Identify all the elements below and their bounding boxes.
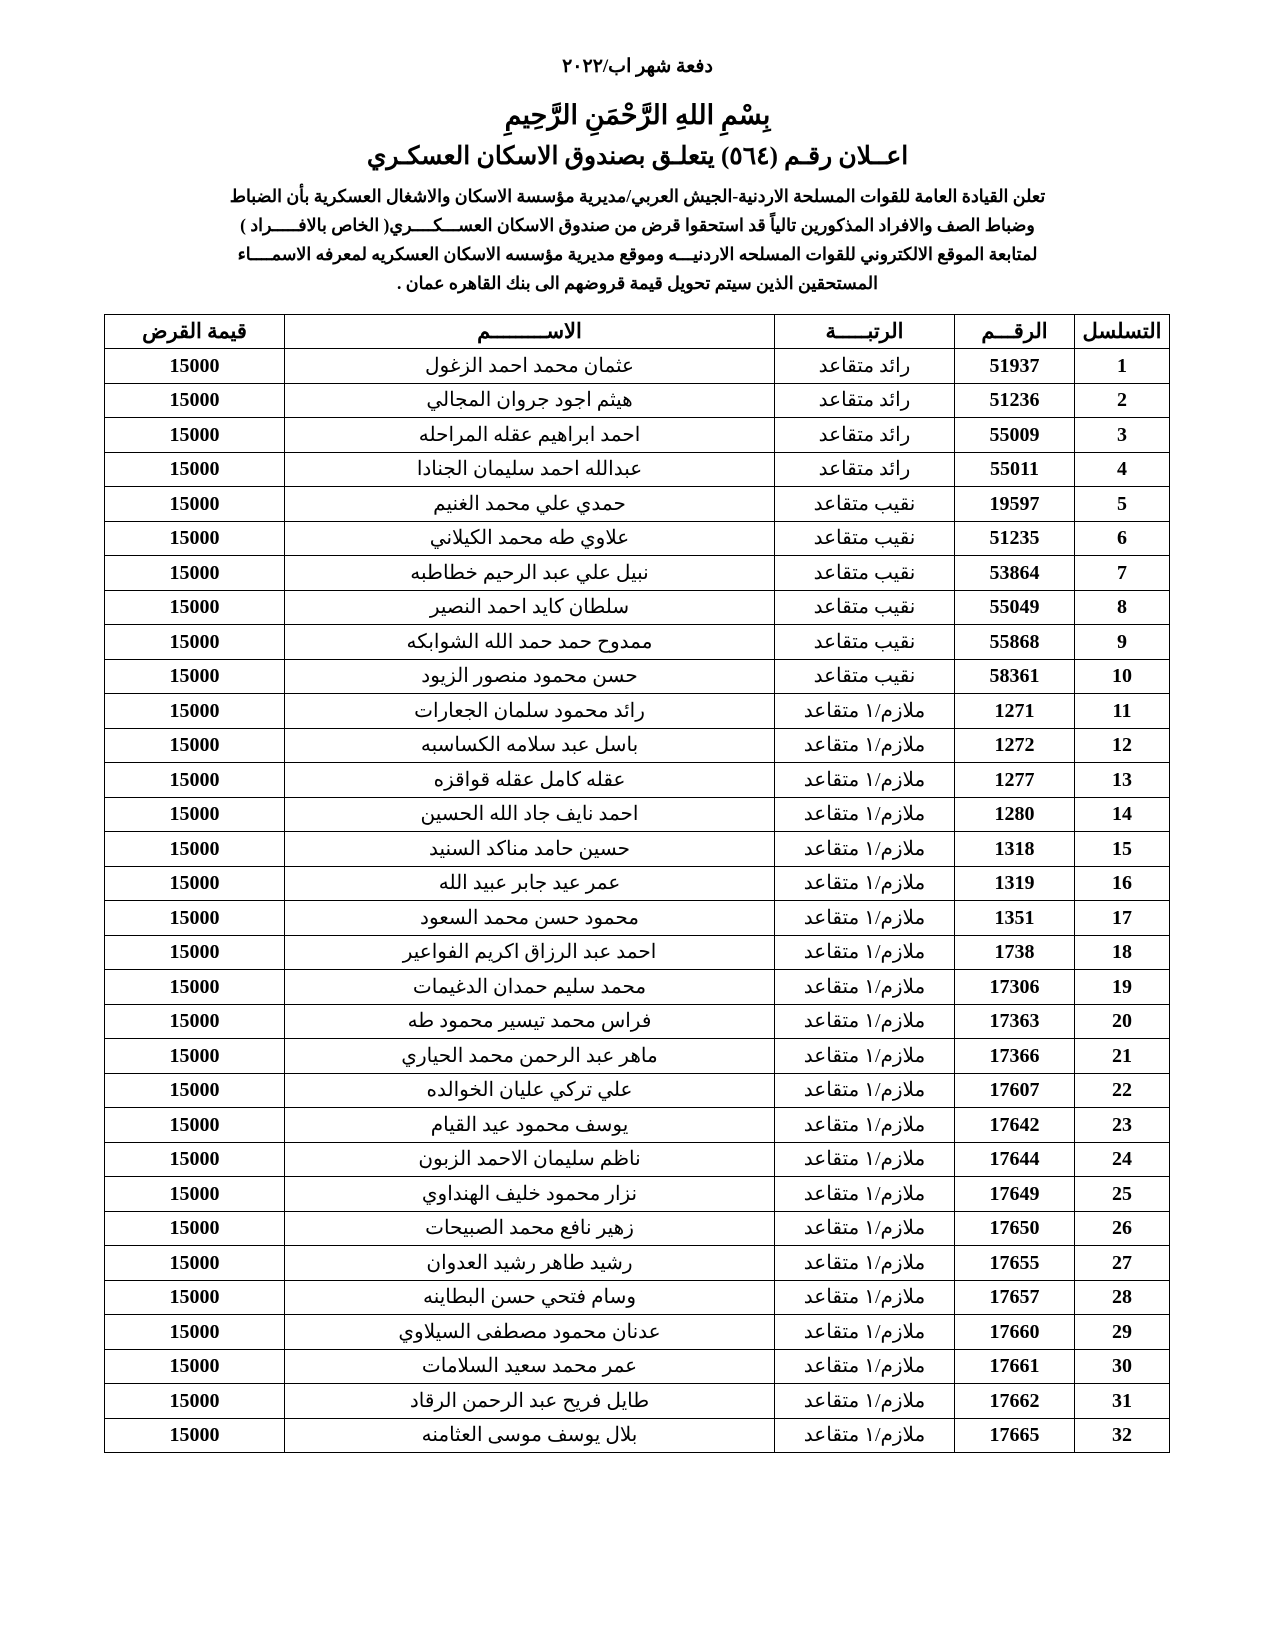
cell-serial: 14	[1075, 797, 1170, 832]
cell-serial: 5	[1075, 487, 1170, 522]
cell-name: عمر عيد جابر عبيد الله	[285, 866, 775, 901]
cell-loan: 15000	[105, 1418, 285, 1453]
table-row	[105, 625, 1170, 660]
cell-serial: 18	[1075, 935, 1170, 970]
cell-rank: ملازم/١ متقاعد	[775, 1004, 955, 1039]
cell-name: احمد عبد الرزاق اكريم الفواعير	[285, 935, 775, 970]
issue-date: دفعة شهر اب/٢٠٢٢	[562, 56, 713, 77]
cell-loan: 15000	[105, 521, 285, 556]
cell-loan: 15000	[105, 1177, 285, 1212]
table-row	[105, 1280, 1170, 1315]
cell-rank: ملازم/١ متقاعد	[775, 866, 955, 901]
cell-rank: ملازم/١ متقاعد	[775, 1418, 955, 1453]
cell-name: علي تركي عليان الخوالده	[285, 1073, 775, 1108]
cell-rank: رائد متقاعد	[775, 452, 955, 487]
cell-number: 17363	[955, 1004, 1075, 1039]
cell-rank: نقيب متقاعد	[775, 521, 955, 556]
cell-serial: 6	[1075, 521, 1170, 556]
table-row	[105, 452, 1170, 487]
cell-rank: ملازم/١ متقاعد	[775, 935, 955, 970]
cell-serial: 25	[1075, 1177, 1170, 1212]
table-row	[105, 970, 1170, 1005]
cell-loan: 15000	[105, 1142, 285, 1177]
cell-rank: ملازم/١ متقاعد	[775, 1211, 955, 1246]
cell-loan: 15000	[105, 1004, 285, 1039]
cell-serial: 30	[1075, 1349, 1170, 1384]
cell-name: محمود حسن محمد السعود	[285, 901, 775, 936]
intro-line-1: تعلن القيادة العامة للقوات المسلحة الاردنية-الجيش العربي/مديرية مؤسسة الاسكان والاشغال العسكرية بأن الضباط	[229, 186, 1046, 206]
cell-number: 17607	[955, 1073, 1075, 1108]
cell-serial: 29	[1075, 1315, 1170, 1350]
cell-number: 55011	[955, 452, 1075, 487]
cell-name: باسل عبد سلامه الكساسبه	[285, 728, 775, 763]
cell-name: رشيد طاهر رشيد العدوان	[285, 1246, 775, 1281]
cell-rank: ملازم/١ متقاعد	[775, 1177, 955, 1212]
cell-number: 17306	[955, 970, 1075, 1005]
cell-loan: 15000	[105, 1280, 285, 1315]
intro-line-2: وضباط الصف والافراد المذكورين تالياً قد استحقوا قرض من صندوق الاسكان العســـكــــري( الخاص بالافـــــراد )	[240, 215, 1035, 236]
cell-number: 17366	[955, 1039, 1075, 1074]
cell-name: عقله كامل عقله قواقزه	[285, 763, 775, 798]
cell-loan: 15000	[105, 1211, 285, 1246]
cell-name: احمد نايف جاد الله الحسين	[285, 797, 775, 832]
cell-rank: نقيب متقاعد	[775, 487, 955, 522]
table-row	[105, 521, 1170, 556]
cell-number: 55868	[955, 625, 1075, 660]
cell-loan: 15000	[105, 487, 285, 522]
cell-serial: 21	[1075, 1039, 1170, 1074]
cell-serial: 19	[1075, 970, 1170, 1005]
column-header-name: الاســـــــــم	[285, 314, 775, 349]
cell-number: 55049	[955, 590, 1075, 625]
table-row	[105, 1177, 1170, 1212]
cell-serial: 27	[1075, 1246, 1170, 1281]
cell-rank: ملازم/١ متقاعد	[775, 1142, 955, 1177]
cell-number: 51937	[955, 349, 1075, 384]
cell-loan: 15000	[105, 452, 285, 487]
cell-number: 1272	[955, 728, 1075, 763]
cell-name: محمد سليم حمدان الدغيمات	[285, 970, 775, 1005]
cell-serial: 11	[1075, 694, 1170, 729]
table-row	[105, 1211, 1170, 1246]
cell-number: 17642	[955, 1108, 1075, 1143]
cell-number: 17655	[955, 1246, 1075, 1281]
cell-loan: 15000	[105, 728, 285, 763]
cell-rank: رائد متقاعد	[775, 383, 955, 418]
column-header-number: الرقـــم	[955, 314, 1075, 349]
cell-number: 1738	[955, 935, 1075, 970]
cell-loan: 15000	[105, 1384, 285, 1419]
table-row	[105, 866, 1170, 901]
cell-name: فراس محمد تيسير محمود طه	[285, 1004, 775, 1039]
table-row	[105, 1004, 1170, 1039]
cell-name: يوسف محمود عيد القيام	[285, 1108, 775, 1143]
cell-name: حسين حامد مناكد السنيد	[285, 832, 775, 867]
table-row	[105, 832, 1170, 867]
cell-number: 51236	[955, 383, 1075, 418]
cell-loan: 15000	[105, 1073, 285, 1108]
cell-serial: 8	[1075, 590, 1170, 625]
table-row	[105, 1418, 1170, 1453]
cell-serial: 1	[1075, 349, 1170, 384]
cell-number: 17661	[955, 1349, 1075, 1384]
cell-name: بلال يوسف موسى العثامنه	[285, 1418, 775, 1453]
table-row	[105, 1039, 1170, 1074]
cell-loan: 15000	[105, 590, 285, 625]
cell-rank: رائد متقاعد	[775, 349, 955, 384]
cell-serial: 20	[1075, 1004, 1170, 1039]
cell-rank: ملازم/١ متقاعد	[775, 694, 955, 729]
cell-serial: 28	[1075, 1280, 1170, 1315]
cell-rank: ملازم/١ متقاعد	[775, 1246, 955, 1281]
cell-name: سلطان كايد احمد النصير	[285, 590, 775, 625]
cell-name: عثمان محمد احمد الزغول	[285, 349, 775, 384]
cell-rank: ملازم/١ متقاعد	[775, 1349, 955, 1384]
cell-name: احمد ابراهيم عقله المراحله	[285, 418, 775, 453]
cell-rank: نقيب متقاعد	[775, 556, 955, 591]
cell-name: ممدوح حمد حمد الله الشوابكه	[285, 625, 775, 660]
cell-number: 17665	[955, 1418, 1075, 1453]
cell-serial: 32	[1075, 1418, 1170, 1453]
cell-number: 1318	[955, 832, 1075, 867]
table-row	[105, 763, 1170, 798]
cell-name: وسام فتحي حسن البطاينه	[285, 1280, 775, 1315]
cell-number: 17660	[955, 1315, 1075, 1350]
cell-number: 1280	[955, 797, 1075, 832]
cell-number: 19597	[955, 487, 1075, 522]
cell-loan: 15000	[105, 1315, 285, 1350]
cell-loan: 15000	[105, 1349, 285, 1384]
cell-loan: 15000	[105, 797, 285, 832]
cell-name: ناظم سليمان الاحمد الزبون	[285, 1142, 775, 1177]
cell-serial: 26	[1075, 1211, 1170, 1246]
table-body	[105, 349, 1170, 1453]
cell-name: ماهر عبد الرحمن محمد الحياري	[285, 1039, 775, 1074]
cell-rank: نقيب متقاعد	[775, 659, 955, 694]
cell-rank: ملازم/١ متقاعد	[775, 970, 955, 1005]
cell-serial: 13	[1075, 763, 1170, 798]
cell-serial: 15	[1075, 832, 1170, 867]
cell-name: هيثم اجود جروان المجالي	[285, 383, 775, 418]
table-row	[105, 901, 1170, 936]
cell-serial: 10	[1075, 659, 1170, 694]
cell-rank: ملازم/١ متقاعد	[775, 832, 955, 867]
cell-loan: 15000	[105, 694, 285, 729]
cell-loan: 15000	[105, 866, 285, 901]
cell-rank: ملازم/١ متقاعد	[775, 797, 955, 832]
table-row	[105, 694, 1170, 729]
cell-rank: ملازم/١ متقاعد	[775, 1384, 955, 1419]
cell-name: رائد محمود سلمان الجعارات	[285, 694, 775, 729]
cell-loan: 15000	[105, 1246, 285, 1281]
table-row	[105, 1108, 1170, 1143]
table-row	[105, 935, 1170, 970]
table-row	[105, 1073, 1170, 1108]
cell-number: 17649	[955, 1177, 1075, 1212]
cell-name: طايل فريح عبد الرحمن الرقاد	[285, 1384, 775, 1419]
cell-name: حسن محمود منصور الزيود	[285, 659, 775, 694]
cell-number: 53864	[955, 556, 1075, 591]
cell-serial: 23	[1075, 1108, 1170, 1143]
cell-loan: 15000	[105, 625, 285, 660]
cell-serial: 9	[1075, 625, 1170, 660]
table-row	[105, 728, 1170, 763]
cell-number: 55009	[955, 418, 1075, 453]
cell-loan: 15000	[105, 1039, 285, 1074]
table-row	[105, 349, 1170, 384]
cell-number: 51235	[955, 521, 1075, 556]
cell-serial: 4	[1075, 452, 1170, 487]
cell-name: نبيل علي عبد الرحيم خطاطبه	[285, 556, 775, 591]
table-row	[105, 590, 1170, 625]
cell-rank: ملازم/١ متقاعد	[775, 1073, 955, 1108]
cell-loan: 15000	[105, 763, 285, 798]
table-row	[105, 1315, 1170, 1350]
table-row	[105, 1246, 1170, 1281]
cell-loan: 15000	[105, 418, 285, 453]
cell-name: عمر محمد سعيد السلامات	[285, 1349, 775, 1384]
cell-rank: ملازم/١ متقاعد	[775, 763, 955, 798]
cell-loan: 15000	[105, 383, 285, 418]
cell-name: نزار محمود خليف الهنداوي	[285, 1177, 775, 1212]
cell-rank: نقيب متقاعد	[775, 590, 955, 625]
intro-line-3: لمتابعة الموقع الالكتروني للقوات المسلحه الاردنيـــه وموقع مديرية مؤسسه الاسكان العسكريه لمعرفه الاسمــــاء	[237, 244, 1038, 265]
table-row	[105, 1349, 1170, 1384]
cell-rank: ملازم/١ متقاعد	[775, 901, 955, 936]
table-row	[105, 556, 1170, 591]
basmala-heading: بِسْمِ اللهِ الرَّحْمَنِ الرَّحِيمِ	[504, 100, 771, 130]
table-row	[105, 1142, 1170, 1177]
cell-number: 1351	[955, 901, 1075, 936]
cell-number: 1271	[955, 694, 1075, 729]
cell-serial: 31	[1075, 1384, 1170, 1419]
table-row	[105, 418, 1170, 453]
cell-rank: نقيب متقاعد	[775, 625, 955, 660]
column-header-rank: الرتبـــــة	[775, 314, 955, 349]
cell-name: علاوي طه محمد الكيلاني	[285, 521, 775, 556]
beneficiaries-table	[104, 314, 1170, 1454]
cell-rank: ملازم/١ متقاعد	[775, 1108, 955, 1143]
cell-number: 1277	[955, 763, 1075, 798]
intro-paragraph	[105, 183, 1170, 298]
cell-name: عدنان محمود مصطفى السيلاوي	[285, 1315, 775, 1350]
intro-line-4: المستحقين الذين سيتم تحويل قيمة قروضهم الى بنك القاهره عمان .	[397, 273, 878, 294]
cell-serial: 22	[1075, 1073, 1170, 1108]
cell-number: 17650	[955, 1211, 1075, 1246]
announcement-title: اعــلان رقـم (٥٦٤) يتعلـق بصندوق الاسكان العسكـري	[366, 143, 909, 170]
cell-loan: 15000	[105, 970, 285, 1005]
table-row	[105, 487, 1170, 522]
cell-number: 17662	[955, 1384, 1075, 1419]
cell-loan: 15000	[105, 901, 285, 936]
table-row	[105, 383, 1170, 418]
cell-rank: ملازم/١ متقاعد	[775, 1039, 955, 1074]
cell-serial: 2	[1075, 383, 1170, 418]
cell-serial: 16	[1075, 866, 1170, 901]
table-row	[105, 797, 1170, 832]
cell-loan: 15000	[105, 832, 285, 867]
cell-rank: رائد متقاعد	[775, 418, 955, 453]
cell-number: 17657	[955, 1280, 1075, 1315]
cell-serial: 12	[1075, 728, 1170, 763]
cell-name: عبدالله احمد سليمان الجنادا	[285, 452, 775, 487]
cell-loan: 15000	[105, 556, 285, 591]
column-header-serial: التسلسل	[1075, 314, 1170, 349]
cell-name: حمدي علي محمد الغنيم	[285, 487, 775, 522]
cell-serial: 3	[1075, 418, 1170, 453]
cell-serial: 24	[1075, 1142, 1170, 1177]
cell-loan: 15000	[105, 659, 285, 694]
table-header-row	[105, 314, 1170, 349]
cell-loan: 15000	[105, 935, 285, 970]
cell-number: 58361	[955, 659, 1075, 694]
cell-serial: 7	[1075, 556, 1170, 591]
column-header-loan: قيمة القرض	[105, 314, 285, 349]
cell-name: زهير نافع محمد الصبيحات	[285, 1211, 775, 1246]
cell-rank: ملازم/١ متقاعد	[775, 728, 955, 763]
cell-loan: 15000	[105, 349, 285, 384]
cell-rank: ملازم/١ متقاعد	[775, 1280, 955, 1315]
cell-loan: 15000	[105, 1108, 285, 1143]
cell-rank: ملازم/١ متقاعد	[775, 1315, 955, 1350]
cell-serial: 17	[1075, 901, 1170, 936]
table-row	[105, 1384, 1170, 1419]
cell-number: 1319	[955, 866, 1075, 901]
cell-number: 17644	[955, 1142, 1075, 1177]
table-row	[105, 659, 1170, 694]
